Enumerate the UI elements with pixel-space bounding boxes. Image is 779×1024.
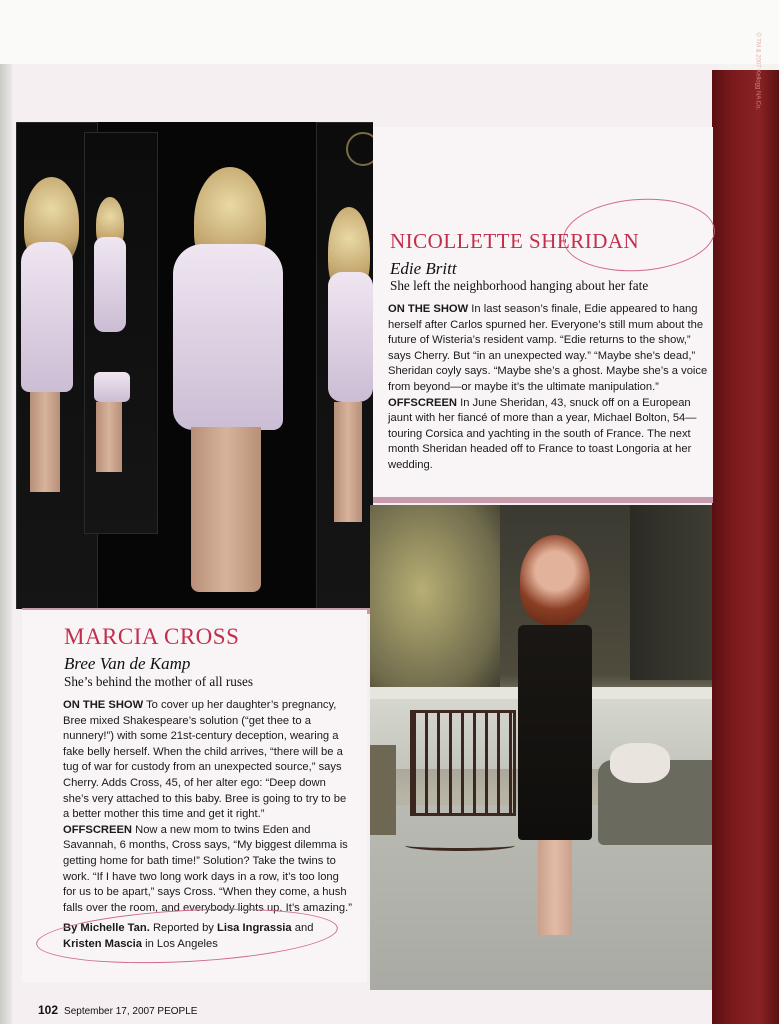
cross-photo: [370, 505, 712, 990]
cross-headline: MARCIA CROSS: [64, 624, 240, 649]
cross-text-panel: [22, 610, 367, 982]
accent-bar: [373, 497, 713, 503]
adjacent-page-edge: [712, 32, 779, 1024]
sheridan-body: [388, 302, 710, 474]
offscreen-label: OFFSCREEN: [388, 396, 457, 409]
sheridan-show-text: In last season’s finale, Edie appeared to hang herself after Carlos spurned her. Everyone’s still mum about the future of Wisteria’s resident vamp. “Edie returns to the show,” says Cherry. But “in an unexpected way.” “Maybe she’s dead,” Sheridan coyly says. “Maybe she’s a ghost. Maybe she’s a voice from beyond—or maybe it’s the ultimate manipulation.”: [388, 303, 708, 393]
offscreen-label: OFFSCREEN: [63, 823, 132, 836]
on-the-show-label: ON THE SHOW: [388, 303, 469, 315]
cross-tagline: She’s behind the mother of all ruses: [64, 674, 253, 689]
sheridan-offscreen-text: In June Sheridan, 43, snuck off on a European jaunt with her fiancé of more than a year, Michael Bolton, 54—touring Corsica and yachting in the south of France. The next month Sheridan headed off to France to toast Longoria at her wedding.: [388, 396, 697, 471]
copyright-credit: © TM & 2007 Kellogg NA Co.: [755, 32, 761, 110]
on-the-show-label: ON THE SHOW: [63, 699, 144, 711]
page-folio: [38, 1003, 197, 1017]
sheridan-headline: NICOLLETTE SHERIDAN: [390, 229, 640, 253]
cross-offscreen-text: Now a new mom to twins Eden and Savannah, 6 months, Cross says, “My biggest dilemma is getting home for bath time!” Solution? Take the twins to work. “If I have two long work days in a row, it’s too long for us to be apart,” says Cross. “When they come, a hush falls over the room, and everybody lights up. It’s amazing.”: [63, 823, 352, 914]
cross-show-text: To cover up her daughter’s pregnancy, Bree mixed Shakespeare’s solution (“get thee to a nunnery!”) with some 21st-century deception, wearing a fake belly herself. When the child arrives, “there will be a tug of war for custody from an unexpected source,” says Cherry. Adds Cross, 45, of her alter ego: “Deep down she’s very attached to this baby. Bree is going to try to be a better mother this time and get it right.”: [63, 699, 347, 821]
sheridan-text-panel: [373, 127, 713, 499]
sheridan-role: Edie Britt: [390, 259, 457, 278]
byline: By Michelle Tan. Reported by Lisa Ingrassia and Kristen Mascia in Los Angeles: [63, 922, 314, 950]
page-number: 102: [38, 1003, 59, 1017]
scan-background: [0, 0, 779, 64]
sheridan-photo: [16, 122, 373, 609]
sheridan-tagline: She left the neighborhood hanging about her fate: [390, 278, 649, 293]
issue-line: September 17, 2007 PEOPLE: [64, 1006, 198, 1017]
cross-role: Bree Van de Kamp: [64, 654, 191, 673]
